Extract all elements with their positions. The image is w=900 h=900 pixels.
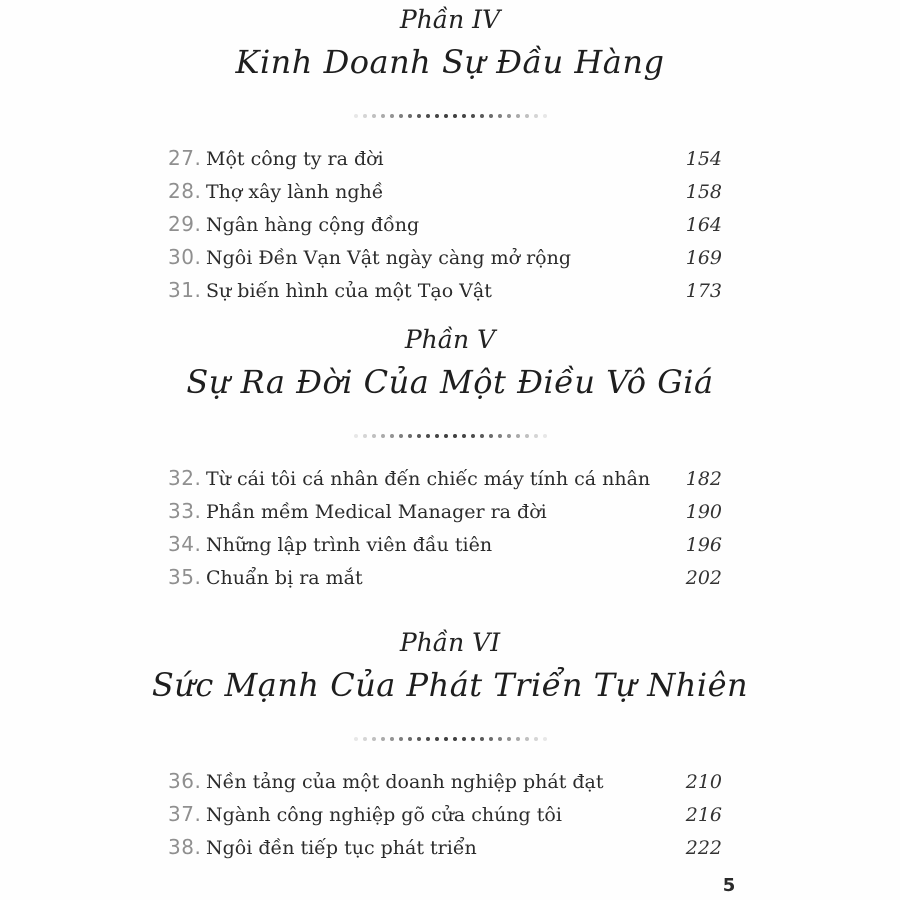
chapter-title: Thợ xây lành nghề [206, 181, 384, 203]
toc-entry [168, 561, 722, 594]
divider-dot [408, 434, 412, 438]
toc-entry [168, 208, 722, 241]
divider-dot [381, 737, 385, 741]
divider-dot [489, 434, 493, 438]
chapter-number: 38. [168, 835, 202, 859]
part-title: Sự Ra Đời Của Một Điều Vô Giá [186, 363, 714, 401]
toc-entry [168, 241, 722, 274]
chapter-page-number: 173 [685, 280, 722, 302]
divider-dot [543, 114, 547, 118]
chapter-page-number: 182 [685, 468, 722, 490]
divider-dot [516, 114, 520, 118]
toc-list [0, 142, 900, 307]
divider-dot [471, 737, 475, 741]
toc-entry [168, 175, 722, 208]
divider-dot [354, 434, 358, 438]
toc-entry [168, 798, 722, 831]
divider-dot [453, 114, 457, 118]
divider-dot [363, 737, 367, 741]
chapter-page-number: 222 [685, 837, 722, 859]
toc-entry [168, 462, 722, 495]
divider-dot [381, 114, 385, 118]
chapter-page-number: 158 [685, 181, 722, 203]
toc-entry [168, 528, 722, 561]
chapter-page-number: 190 [685, 501, 722, 523]
divider-dot [498, 114, 502, 118]
toc-section [0, 5, 900, 307]
divider-dot [471, 434, 475, 438]
divider-dot [525, 434, 529, 438]
chapter-title: Ngân hàng cộng đồng [206, 214, 420, 236]
divider-dot [489, 114, 493, 118]
chapter-page-number: 210 [685, 771, 722, 793]
divider-dot [453, 434, 457, 438]
divider-dot [381, 434, 385, 438]
toc-entry [168, 765, 722, 798]
divider-dot [507, 737, 511, 741]
chapter-number: 34. [168, 532, 202, 556]
folio-page-number: 5 [722, 875, 736, 896]
chapter-number: 35. [168, 565, 202, 589]
divider-dot [480, 114, 484, 118]
chapter-title: Ngành công nghiệp gõ cửa chúng tôi [206, 804, 562, 826]
chapter-number: 32. [168, 466, 202, 490]
divider-dot [507, 114, 511, 118]
divider-dot [507, 434, 511, 438]
toc-entry [168, 495, 722, 528]
chapter-number: 29. [168, 212, 202, 236]
divider-dot [489, 737, 493, 741]
dotted-divider [0, 113, 900, 118]
part-label: Phần IV [399, 5, 501, 34]
chapter-number: 37. [168, 802, 202, 826]
divider-dot [462, 434, 466, 438]
divider-dot [426, 434, 430, 438]
dotted-divider [0, 433, 900, 438]
divider-dot [417, 737, 421, 741]
divider-dot [426, 114, 430, 118]
chapter-number: 31. [168, 278, 202, 302]
divider-dot [417, 114, 421, 118]
divider-dot [354, 114, 358, 118]
part-title: Sức Mạnh Của Phát Triển Tự Nhiên [151, 666, 749, 704]
divider-dot [399, 114, 403, 118]
chapter-title: Những lập trình viên đầu tiên [206, 534, 493, 556]
divider-dot [534, 737, 538, 741]
divider-dot [354, 737, 358, 741]
dotted-divider [0, 736, 900, 741]
chapter-page-number: 164 [685, 214, 722, 236]
chapter-page-number: 169 [685, 247, 722, 269]
part-label: Phần V [404, 325, 496, 354]
chapter-number: 28. [168, 179, 202, 203]
divider-dot [417, 434, 421, 438]
divider-dot [444, 114, 448, 118]
toc-section [0, 628, 900, 864]
toc-section [0, 325, 900, 594]
divider-dot [453, 737, 457, 741]
divider-dot [534, 114, 538, 118]
toc-entry [168, 142, 722, 175]
divider-dot [462, 737, 466, 741]
divider-dot [399, 737, 403, 741]
divider-dot [390, 434, 394, 438]
chapter-page-number: 196 [685, 534, 722, 556]
divider-dot [543, 737, 547, 741]
chapter-number: 36. [168, 769, 202, 793]
divider-dot [408, 114, 412, 118]
chapter-title: Chuẩn bị ra mắt [206, 567, 363, 589]
divider-dot [390, 737, 394, 741]
part-title: Kinh Doanh Sự Đầu Hàng [235, 43, 665, 81]
toc-list [0, 765, 900, 864]
divider-dot [516, 737, 520, 741]
chapter-title: Sự biến hình của một Tạo Vật [206, 280, 492, 302]
chapter-title: Ngôi đền tiếp tục phát triển [206, 837, 477, 859]
chapter-title: Ngôi Đền Vạn Vật ngày càng mở rộng [206, 247, 572, 269]
divider-dot [471, 114, 475, 118]
divider-dot [462, 114, 466, 118]
divider-dot [426, 737, 430, 741]
divider-dot [435, 434, 439, 438]
chapter-number: 30. [168, 245, 202, 269]
divider-dot [444, 434, 448, 438]
toc-entry [168, 831, 722, 864]
part-label: Phần VI [399, 628, 501, 657]
divider-dot [525, 114, 529, 118]
divider-dot [498, 434, 502, 438]
chapter-title: Một công ty ra đời [206, 148, 384, 170]
divider-dot [363, 114, 367, 118]
divider-dot [372, 434, 376, 438]
divider-dot [363, 434, 367, 438]
chapter-number: 33. [168, 499, 202, 523]
toc-entry [168, 274, 722, 307]
divider-dot [525, 737, 529, 741]
divider-dot [435, 114, 439, 118]
divider-dot [480, 434, 484, 438]
divider-dot [399, 434, 403, 438]
toc-list [0, 462, 900, 594]
divider-dot [444, 737, 448, 741]
chapter-page-number: 202 [685, 567, 722, 589]
chapter-title: Từ cái tôi cá nhân đến chiếc máy tính cá nhân [206, 468, 651, 490]
divider-dot [408, 737, 412, 741]
divider-dot [480, 737, 484, 741]
divider-dot [516, 434, 520, 438]
divider-dot [372, 114, 376, 118]
chapter-title: Phần mềm Medical Manager ra đời [206, 501, 547, 523]
chapter-number: 27. [168, 146, 202, 170]
chapter-page-number: 154 [685, 148, 722, 170]
chapter-title: Nền tảng của một doanh nghiệp phát đạt [206, 771, 604, 793]
divider-dot [534, 434, 538, 438]
divider-dot [543, 434, 547, 438]
divider-dot [372, 737, 376, 741]
chapter-page-number: 216 [685, 804, 722, 826]
divider-dot [435, 737, 439, 741]
divider-dot [390, 114, 394, 118]
divider-dot [498, 737, 502, 741]
